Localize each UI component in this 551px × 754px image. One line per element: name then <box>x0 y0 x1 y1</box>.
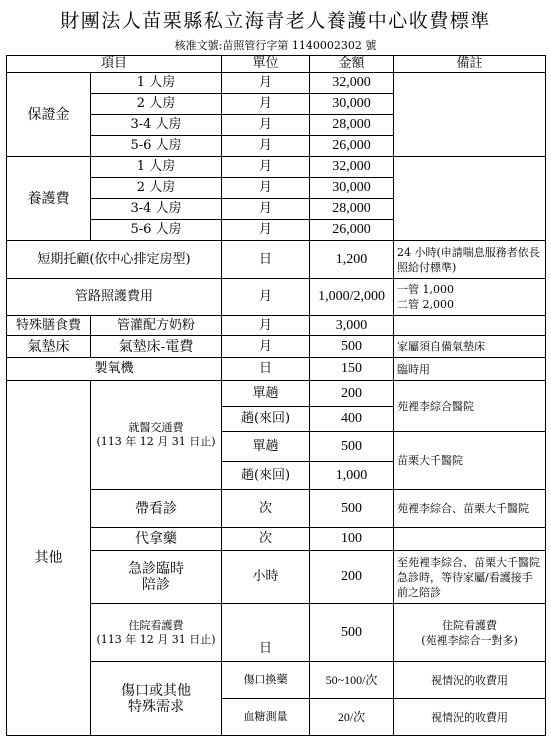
header-item: 項目 <box>7 56 222 73</box>
trip-type: 趟(來回) <box>222 407 310 432</box>
others-label: 其他 <box>7 381 91 736</box>
emergency-label-cell <box>91 551 222 604</box>
header-unit: 單位 <box>222 56 310 73</box>
table-row <box>7 157 546 178</box>
emergency-label: 陪診 <box>142 577 170 593</box>
amount-cell: 28,000 <box>310 115 394 136</box>
fee-table <box>6 55 546 736</box>
unit-cell: 日 <box>222 241 310 279</box>
amount-cell: 200 <box>310 381 394 407</box>
wound-label-cell <box>91 662 222 736</box>
deposit-label: 保證金 <box>7 73 91 157</box>
transport-label: 就醫交通費 <box>128 421 184 434</box>
unit-cell: 次 <box>222 528 310 551</box>
amount-cell: 50~100/次 <box>310 662 394 699</box>
amount-cell: 3,000 <box>310 316 394 336</box>
amount-cell: 30,000 <box>310 94 394 115</box>
unit-cell: 次 <box>222 490 310 528</box>
unit-cell: 日 <box>222 358 310 381</box>
escort-label: 帶看診 <box>91 490 222 528</box>
header-amount: 金額 <box>310 56 394 73</box>
amount-cell: 1,000/2,000 <box>310 279 394 316</box>
remark-cell <box>394 279 546 316</box>
remark-cell <box>394 157 546 241</box>
amount-cell: 100 <box>310 528 394 551</box>
trip-type: 單趟 <box>222 432 310 462</box>
remark-cell <box>394 73 546 157</box>
remark-cell <box>394 528 546 551</box>
amount-cell: 28,000 <box>310 199 394 220</box>
remark-cell: 視情況的收費用 <box>394 662 546 699</box>
amount-cell: 26,000 <box>310 136 394 157</box>
remark-cell <box>394 604 546 662</box>
unit-cell-blank <box>222 604 310 638</box>
oxygen-label: 製氧機 <box>7 358 222 381</box>
trip-type: 單趟 <box>222 381 310 407</box>
remark-line: (苑裡李綜合一對多) <box>421 633 518 647</box>
unit-cell: 月 <box>222 157 310 178</box>
approval-number: 核准文號:苗照管行字第 1140002302 號 <box>174 39 377 52</box>
unit-cell: 月 <box>222 136 310 157</box>
wound-label: 特殊需求 <box>128 698 184 715</box>
emergency-label: 急診臨時 <box>128 561 184 577</box>
unit-cell: 月 <box>222 279 310 316</box>
table-row <box>7 279 546 316</box>
amount-cell: 20/次 <box>310 699 394 736</box>
amount-cell: 32,000 <box>310 157 394 178</box>
special-meal-sub: 管灌配方奶粉 <box>91 316 222 336</box>
special-meal-label: 特殊膳食費 <box>7 316 91 336</box>
table-row <box>7 316 546 336</box>
room-type: 3-4 人房 <box>91 115 222 136</box>
remark-cell: 臨時用 <box>394 358 546 381</box>
table-row <box>7 358 546 381</box>
remark-cell <box>394 316 546 336</box>
unit-cell: 月 <box>222 336 310 358</box>
unit-cell: 月 <box>222 316 310 336</box>
wound-item: 傷口換藥 <box>222 662 310 699</box>
hospital-name: 苑裡李綜合醫院 <box>394 381 546 432</box>
unit-cell: 月 <box>222 73 310 94</box>
remark-cell: 苑裡李綜合、苗栗大千醫院 <box>394 490 546 528</box>
amount-cell: 500 <box>310 604 394 662</box>
table-row <box>7 241 546 279</box>
header-remark: 備註 <box>394 56 546 73</box>
unit-cell: 月 <box>222 115 310 136</box>
room-type: 3-4 人房 <box>91 199 222 220</box>
unit-cell: 月 <box>222 178 310 199</box>
air-mattress-sub: 氣墊床-電費 <box>91 336 222 358</box>
short-term-label: 短期托顧(依中心排定房型) <box>7 241 222 279</box>
room-type: 5-6 人房 <box>91 136 222 157</box>
inpatient-note: (113 年 12 月 31 日止) <box>96 632 216 646</box>
amount-cell: 30,000 <box>310 178 394 199</box>
amount-cell: 400 <box>310 407 394 432</box>
amount-cell: 200 <box>310 551 394 604</box>
unit-cell: 月 <box>222 220 310 241</box>
remark-line: 二管 2,000 <box>397 298 455 311</box>
room-type: 5-6 人房 <box>91 220 222 241</box>
care-fee-label: 養護費 <box>7 157 91 241</box>
remark-cell: 24 小時(申請喘息服務者依長照給付標準) <box>394 241 546 279</box>
wound-label: 傷口或其他 <box>121 682 191 699</box>
transport-label-cell <box>91 381 222 490</box>
tube-care-label: 管路照護費用 <box>7 279 222 316</box>
remark-cell: 視情況的收費用 <box>394 699 546 736</box>
amount-cell: 1,200 <box>310 241 394 279</box>
amount-cell: 500 <box>310 490 394 528</box>
remark-cell: 至苑裡李綜合、苗栗大千醫院急診時，等待家屬/看護接手前之陪診 <box>394 551 546 604</box>
room-type: 2 人房 <box>91 178 222 199</box>
amount-cell: 500 <box>310 432 394 462</box>
header-row <box>7 56 546 73</box>
unit-cell: 小時 <box>222 551 310 604</box>
remark-line: 住院看護費 <box>442 618 498 632</box>
trip-type: 趟(來回) <box>222 462 310 490</box>
remark-cell: 家屬須自備氣墊床 <box>394 336 546 358</box>
amount-cell: 500 <box>310 336 394 358</box>
air-mattress-label: 氣墊床 <box>7 336 91 358</box>
document-title: 財團法人苗栗縣私立海青老人養護中心收費標準 <box>60 10 491 32</box>
table-row <box>7 73 546 94</box>
amount-cell: 150 <box>310 358 394 381</box>
wound-item: 血糖測量 <box>222 699 310 736</box>
unit-cell: 月 <box>222 94 310 115</box>
inpatient-label-cell <box>91 604 222 662</box>
hospital-name: 苗栗大千醫院 <box>394 432 546 490</box>
transport-note: (113 年 12 月 31 日止) <box>96 435 216 448</box>
room-type: 2 人房 <box>91 94 222 115</box>
room-type: 1 人房 <box>91 157 222 178</box>
inpatient-label: 住院看護費 <box>128 618 184 632</box>
amount-cell: 1,000 <box>310 462 394 490</box>
remark-line: 一管 1,000 <box>397 283 455 296</box>
unit-cell: 日 <box>222 638 310 662</box>
table-row <box>7 381 546 407</box>
room-type: 1 人房 <box>91 73 222 94</box>
table-row <box>7 336 546 358</box>
amount-cell: 32,000 <box>310 73 394 94</box>
unit-cell: 月 <box>222 199 310 220</box>
amount-cell: 26,000 <box>310 220 394 241</box>
medicine-label: 代拿藥 <box>91 528 222 551</box>
